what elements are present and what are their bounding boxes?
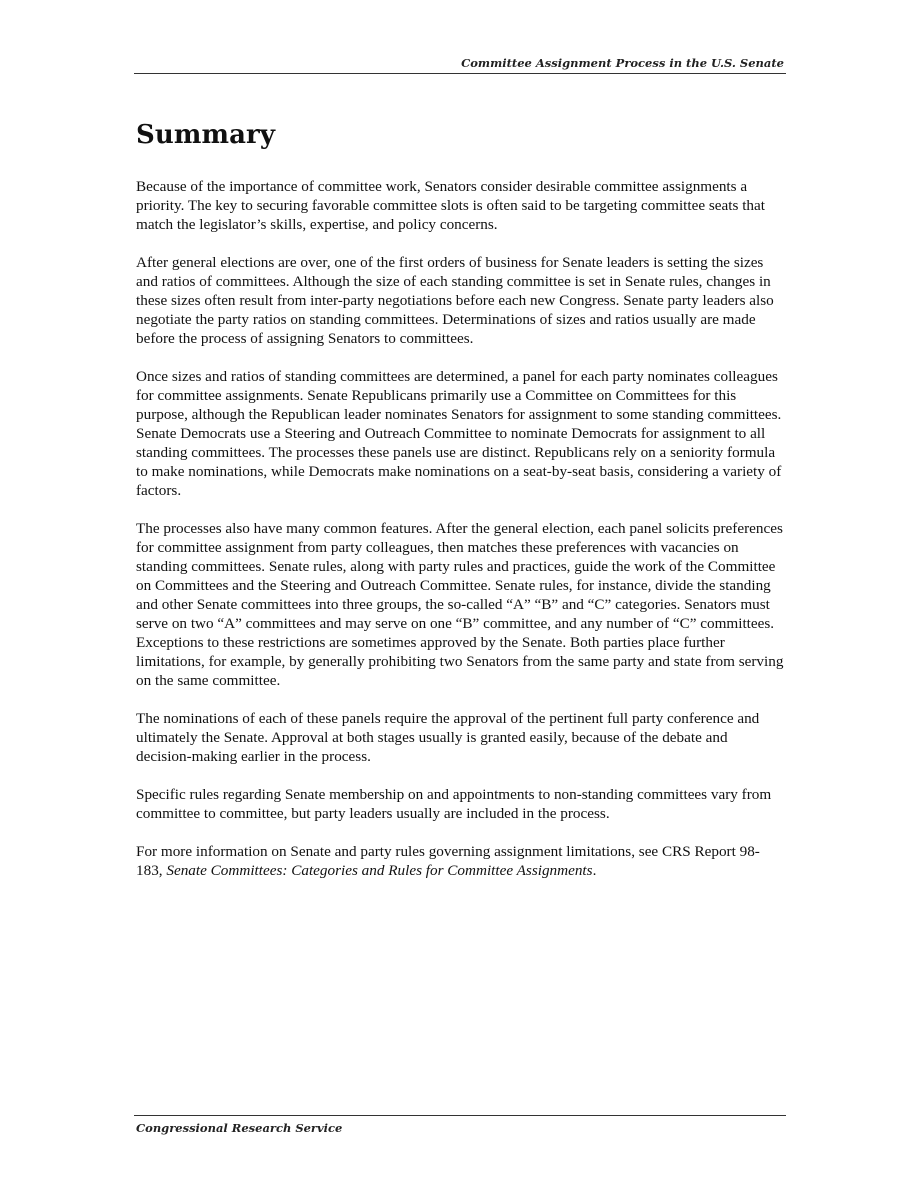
reference-report-title: Senate Committees: Categories and Rules for Committee Assignments (166, 862, 593, 879)
reference-lead-text: For more information on Senate and party rules governing assignment limitations, see CRS Report 98-183, (136, 843, 760, 879)
page-footer (134, 1115, 786, 1135)
summary-paragraph-5: The nominations of each of these panels require the approval of the pertinent full party conference and ultimately the Senate. Approval at both stages usually is granted easily, because of the debate and decision-making earlier in the process. (136, 710, 760, 765)
summary-paragraph-6: Specific rules regarding Senate membership on and appointments to non-standing committees vary from committee to committee, but party leaders usually are included in the process. (136, 786, 772, 822)
main-content (136, 120, 786, 899)
summary-paragraph-3: Once sizes and ratios of standing committees are determined, a panel for each party nominates colleagues for committee assignments. Senate Republicans primarily use a Committee on Committees for this purpose, although the Republican leader nominates Senators for assignment to some standing committees. Senate Democrats use a Steering and Outreach Committee to nominate Democrats for assignment to all standing committees. The processes these panels use are distinct. Republicans rely on a seniority formula to make nominations, while Democrats make nominations on a seat-by-seat basis, considering a variety of factors. (136, 368, 782, 499)
summary-paragraph-4: The processes also have many common features. After the general election, each panel solicits preferences for committee assignment from party colleagues, then matches these preferences with vacancies on standing committees. Senate rules, along with party rules and practices, guide the work of the Committee on Committees and the Steering and Outreach Committee. Senate rules, for instance, divide the standing and other Senate committees into three groups, the so-called “A” “B” and “C” categories. Senators must serve on two “A” committees and may serve on one “B” committee, and any number of “C” committees. Exceptions to these restrictions are sometimes approved by the Senate. Both parties place further limitations, for example, by generally prohibiting two Senators from the same party and state from serving on the same committee. (136, 520, 784, 689)
summary-paragraph-2: After general elections are over, one of the first orders of business for Senate leaders is setting the sizes and ratios of committees. Although the size of each standing committee is set in Senate rules, changes in these sizes often result from inter-party negotiations before each new Congress. Senate party leaders also negotiate the party ratios on standing committees. Determinations of sizes and ratios usually are made before the process of assigning Senators to committees. (136, 254, 774, 347)
section-title: Summary (136, 120, 276, 150)
running-title: Committee Assignment Process in the U.S. Senate (461, 56, 784, 70)
page-header (134, 56, 786, 74)
reference-end-punctuation: . (592, 862, 597, 879)
summary-paragraph-1: Because of the importance of committee work, Senators consider desirable committee assignments a priority. The key to securing favorable committee slots is often said to be targeting committee seats that match the legislator’s skills, expertise, and policy concerns. (136, 178, 765, 233)
footer-organization: Congressional Research Service (136, 1121, 343, 1135)
summary-paragraph-reference (136, 842, 786, 880)
